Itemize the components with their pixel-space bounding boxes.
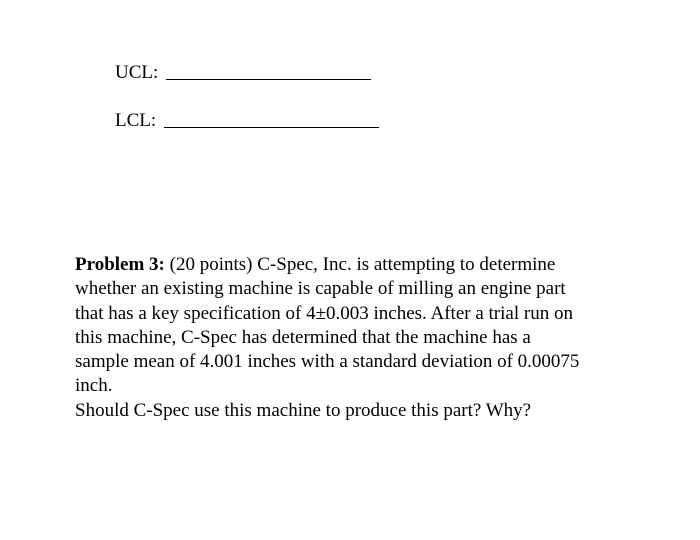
- lcl-answer-row: [115, 110, 379, 132]
- lcl-answer-blank[interactable]: [164, 127, 379, 128]
- lcl-label: LCL:: [115, 110, 157, 131]
- problem-line-2: whether an existing machine is capable of milling an engine part: [75, 278, 566, 300]
- problem-line-4: this machine, C-Spec has determined that the machine has a: [75, 326, 531, 348]
- problem-line-1: (20 points) C-Spec, Inc. is attempting to determine: [169, 254, 556, 275]
- ucl-label: UCL:: [115, 62, 159, 83]
- ucl-answer-row: [115, 62, 371, 84]
- problem-line-5: sample mean of 4.001 inches with a standard deviation of 0.00075: [75, 351, 580, 373]
- problem-line-3: that has a key specification of 4±0.003 inches. After a trial run on: [75, 302, 573, 324]
- ucl-answer-blank[interactable]: [166, 79, 371, 80]
- problem-question: Should C-Spec use this machine to produce this part? Why?: [75, 399, 532, 421]
- problem-3-block: [75, 253, 635, 423]
- problem-statement: [75, 253, 635, 399]
- problem-line-6: inch.: [75, 375, 113, 397]
- problem-label: Problem 3:: [75, 254, 165, 275]
